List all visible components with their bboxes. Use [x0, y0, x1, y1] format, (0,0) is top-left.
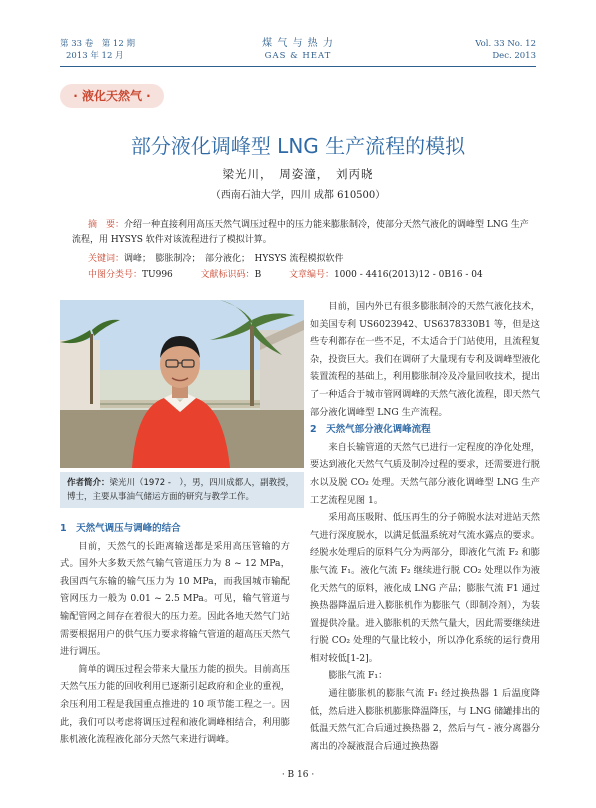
journal-name-cn: 煤 气 与 热 力 — [262, 38, 334, 49]
volume-en: Vol. 33 No. 12 — [475, 39, 536, 49]
section-2-paragraph-2: 采用高压吸附、低压再生的分子筛脱水法对进站天然气进行深度脱水，以满足低温系统对气流水露点的要求。经脱水处理后的原料气分为两部分，即液化气流 F₂ 和膨胀气流 F₁。液化气流 F₂ 继续进行脱 CO₂ 处理以作为液化天然气的原料，液化成 LNG 产品；膨胀气流 F1 通过换热器降温后进入膨胀机作为膨胀气（即制冷剂），为装置提供冷量。进入膨胀机的天然气量大，因此需要继续进行脱 CO₂ 处理的气量比较小，所以净化系统的运行费用相对较低[1-2]。 — [310, 512, 540, 664]
date-cn: 2013 年 12 月 — [66, 51, 124, 61]
bio-label: 作者简介： — [67, 478, 110, 488]
clc-label: 中图分类号： — [88, 270, 143, 280]
expansion-stream-label: 膨胀气流 F₁： — [328, 670, 388, 682]
classification-row — [88, 268, 483, 282]
intro-paragraph: 目前，国内外已有很多膨胀制冷的天然气液化技术，如美国专利 US6023942、US6378330B1 等，但是这些专利都存在一些不足，不太适合于门站使用，且流程复杂，投资巨大。我们在调研了大量现有专利及调峰型液化装置流程的基础上，利用膨胀制冷及冷量回收技术，提出了一种适合于城市管网调峰的天然气液化流程，即天然气部分液化调峰型 LNG 生产流程。 — [310, 301, 540, 418]
authors: 梁光川， 周姿潼， 刘丙晓 — [222, 167, 374, 181]
section-1-paragraph-1: 目前，天然气的长距离输送都是采用高压管输的方式。国外大多数天然气输气管道压力为 8 ~ 12 MPa，我国西气东输的输气压力为 10 MPa，而我国城市输配管网压力一般为 0.01 ~ 2.5 MPa。可见，输气管道与输配管网之间存在着很大的压力差。因此各地天然气门站需要根据用户的供气压力要求将输气管道的超高压天然气进行调压。 — [60, 540, 290, 658]
expansion-stream-paragraph: 通往膨胀机的膨胀气流 F₁ 经过换热器 1 后温度降低，然后进入膨胀机膨胀降温降压，与 LNG 储罐排出的低温天然气汇合后通过换热器 2，然后与气 - 液分离器分离出的冷凝液混合后通过换热器 — [310, 688, 540, 752]
abstract-label: 摘 要： — [88, 220, 125, 230]
section-1-heading: 1 天然气调压与调峰的结合 — [60, 523, 181, 534]
keywords-label: 关键词： — [88, 254, 125, 264]
section-tag: · 液化天然气 · — [60, 84, 164, 108]
volume-cn: 第 33 卷 第 12 期 — [60, 39, 135, 49]
header-rule — [60, 66, 536, 67]
header-right — [475, 38, 536, 62]
section-2-paragraph-1: 来自长输管道的天然气已进行一定程度的净化处理，要达到液化天然气气质及制冷过程的要求，还需要进行脱水以及脱 CO₂ 处理。天然气部分液化调峰型 LNG 生产工艺流程见图 1。 — [310, 441, 540, 506]
clc-value: TU996 — [142, 270, 173, 280]
section-1-paragraph-2: 简单的调压过程会带来大量压力能的损失。目前高压天然气压力能的回收利用已逐渐引起政府和企业的重视，余压利用工程是我国重点推进的 10 项节能工程之一。因此，我们可以考虑将调压过程和液化调峰相结合，利用膨胀机液化流程液化部分天然气来进行调峰。 — [60, 663, 290, 746]
affiliation: （西南石油大学，四川 成都 610500） — [210, 190, 386, 201]
doc-code-label: 文献标识码： — [200, 270, 255, 280]
keywords-text: 调峰； 膨胀制冷； 部分液化； HYSYS 流程模拟软件 — [124, 254, 344, 264]
article-number-value: 1000 - 4416(2013)12 - 0B16 - 04 — [333, 270, 483, 280]
left-column — [60, 520, 290, 749]
right-column — [310, 298, 540, 755]
author-bio — [60, 472, 304, 508]
bio-text: 梁光川（1972 - ），男，四川成都人，副教授，博士，主要从事油气储运方面的研究与教学工作。 — [67, 478, 295, 502]
keywords — [72, 252, 532, 267]
article-number-label: 文章编号： — [288, 270, 334, 280]
page-number: · B 16 · — [281, 770, 315, 780]
date-en: Dec. 2013 — [492, 51, 536, 61]
doc-code-value: B — [254, 270, 262, 280]
article-title: 部分液化调峰型 LNG 生产流程的模拟 — [130, 134, 466, 158]
author-photo-illustration — [60, 300, 304, 468]
abstract-text: 介绍一种直接利用高压天然气调压过程中的压力能来膨胀制冷，使部分天然气液化的调峰型 LNG 生产流程，用 HYSYS 软件对该流程进行了模拟计算。 — [72, 220, 529, 245]
author-photo — [60, 300, 304, 468]
journal-name-en: GAS & HEAT — [264, 51, 332, 61]
section-2-heading: 2 天然气部分液化调峰流程 — [310, 424, 431, 436]
abstract — [72, 218, 532, 248]
